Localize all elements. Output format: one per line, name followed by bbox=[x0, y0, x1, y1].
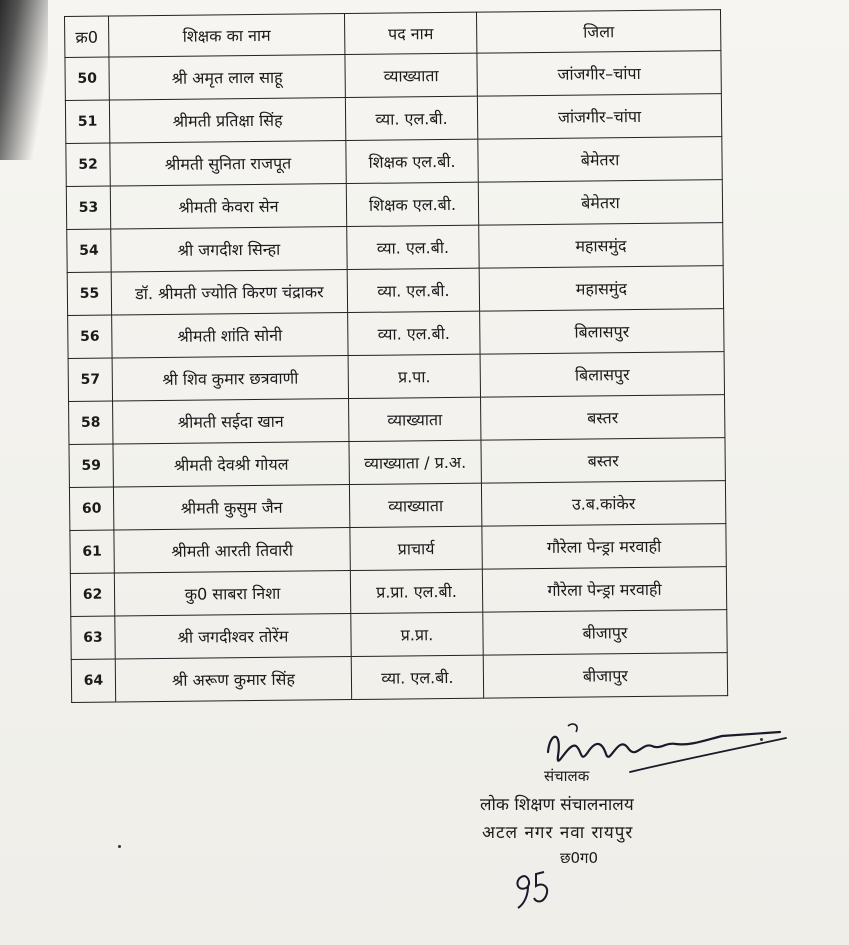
table-row bbox=[68, 309, 724, 359]
name-cell: श्रीमती प्रतिक्षा सिंह bbox=[109, 98, 345, 143]
post-cell: व्या. एल.बी. bbox=[351, 655, 483, 699]
serial-cell: 64 bbox=[71, 659, 115, 702]
serial-cell: 50 bbox=[65, 57, 109, 100]
ink-dot bbox=[760, 738, 763, 741]
serial-cell: 55 bbox=[67, 272, 111, 315]
table-row bbox=[67, 266, 723, 316]
post-cell: प्राचार्य bbox=[350, 526, 482, 570]
page-corner-shadow bbox=[0, 0, 48, 160]
district-cell: बिलासपुर bbox=[480, 309, 724, 355]
serial-cell: 52 bbox=[66, 143, 110, 186]
table-row bbox=[69, 395, 725, 445]
name-cell: श्रीमती सईदा खान bbox=[113, 399, 349, 444]
signatory-designation: संचालक bbox=[544, 767, 590, 785]
post-cell: व्याख्याता bbox=[349, 483, 481, 527]
district-cell: उ.ब.कांकेर bbox=[481, 481, 725, 527]
table-row bbox=[67, 223, 723, 273]
name-cell: श्रीमती केवरा सेन bbox=[110, 184, 346, 229]
teacher-list-table bbox=[64, 9, 728, 703]
table-row bbox=[71, 653, 727, 703]
office-state: छ0ग0 bbox=[560, 849, 599, 867]
name-cell: श्रीमती कुसुम जैन bbox=[113, 485, 349, 530]
post-cell: प्र.पा. bbox=[348, 354, 480, 398]
name-cell: श्री जगदीश सिन्हा bbox=[111, 227, 347, 272]
serial-cell: 56 bbox=[68, 315, 112, 358]
table-row bbox=[71, 610, 727, 660]
name-cell: श्रीमती देवश्री गोयल bbox=[113, 442, 349, 487]
table-row bbox=[68, 352, 724, 402]
post-cell: व्याख्याता / प्र.अ. bbox=[349, 440, 481, 484]
office-name: लोक शिक्षण संचालनालय bbox=[480, 795, 634, 815]
office-city: अटल नगर नवा रायपुर bbox=[482, 823, 634, 843]
table-row bbox=[65, 51, 721, 101]
post-cell: शिक्षक एल.बी. bbox=[346, 182, 478, 226]
district-cell: महासमुंद bbox=[479, 266, 723, 312]
table-row bbox=[66, 180, 722, 230]
table-row bbox=[70, 524, 726, 574]
table-header-row bbox=[65, 10, 721, 58]
header-teacher-name: शिक्षक का नाम bbox=[109, 14, 345, 57]
signature-block bbox=[460, 712, 800, 912]
serial-cell: 62 bbox=[70, 573, 114, 616]
table-row bbox=[69, 481, 725, 531]
post-cell: व्या. एल.बी. bbox=[348, 311, 480, 355]
name-cell: श्रीमती शांति सोनी bbox=[112, 313, 348, 358]
post-cell: व्याख्याता bbox=[345, 53, 477, 97]
district-cell: बस्तर bbox=[481, 438, 725, 484]
serial-cell: 53 bbox=[66, 186, 110, 229]
name-cell: कु0 साबरा निशा bbox=[114, 571, 350, 616]
name-cell: श्री अरूण कुमार सिंह bbox=[115, 657, 351, 702]
district-cell: बीजापुर bbox=[483, 653, 727, 699]
name-cell: श्रीमती सुनिता राजपूत bbox=[110, 141, 346, 186]
district-cell: बस्तर bbox=[481, 395, 725, 441]
district-cell: बेमेतरा bbox=[478, 180, 722, 226]
handwritten-initials bbox=[510, 864, 560, 914]
table-row bbox=[70, 567, 726, 617]
table-row bbox=[66, 137, 722, 187]
district-cell: गौरेला पेन्ड्रा मरवाही bbox=[482, 524, 726, 570]
name-cell: श्रीमती आरती तिवारी bbox=[114, 528, 350, 573]
serial-cell: 57 bbox=[68, 358, 112, 401]
district-cell: महासमुंद bbox=[479, 223, 723, 269]
district-cell: बेमेतरा bbox=[478, 137, 722, 183]
post-cell: शिक्षक एल.बी. bbox=[346, 139, 478, 183]
serial-cell: 60 bbox=[69, 487, 113, 530]
name-cell: श्री जगदीश्वर तोरेंम bbox=[115, 614, 351, 659]
header-serial: क्र0 bbox=[65, 16, 109, 57]
name-cell: श्री अमृत लाल साहू bbox=[109, 55, 345, 100]
ink-dot bbox=[118, 845, 121, 848]
post-cell: प्र.प्रा. bbox=[351, 612, 483, 656]
serial-cell: 59 bbox=[69, 444, 113, 487]
name-cell: डॉ. श्रीमती ज्योति किरण चंद्राकर bbox=[111, 270, 347, 315]
district-cell: गौरेला पेन्ड्रा मरवाही bbox=[482, 567, 726, 613]
district-cell: जांजगीर–चांपा bbox=[477, 94, 721, 140]
serial-cell: 54 bbox=[67, 229, 111, 272]
district-cell: जांजगीर–चांपा bbox=[477, 51, 721, 97]
post-cell: व्या. एल.बी. bbox=[347, 225, 479, 269]
post-cell: व्या. एल.बी. bbox=[345, 96, 477, 140]
post-cell: व्या. एल.बी. bbox=[347, 268, 479, 312]
post-cell: व्याख्याता bbox=[349, 397, 481, 441]
name-cell: श्री शिव कुमार छत्रवाणी bbox=[112, 356, 348, 401]
serial-cell: 61 bbox=[70, 530, 114, 573]
header-post: पद नाम bbox=[344, 12, 476, 54]
serial-cell: 63 bbox=[71, 616, 115, 659]
post-cell: प्र.प्रा. एल.बी. bbox=[350, 569, 482, 613]
table-row bbox=[65, 94, 721, 144]
table-row bbox=[69, 438, 725, 488]
district-cell: बीजापुर bbox=[483, 610, 727, 656]
serial-cell: 58 bbox=[69, 401, 113, 444]
serial-cell: 51 bbox=[65, 100, 109, 143]
district-cell: बिलासपुर bbox=[480, 352, 724, 398]
header-district: जिला bbox=[476, 10, 720, 54]
